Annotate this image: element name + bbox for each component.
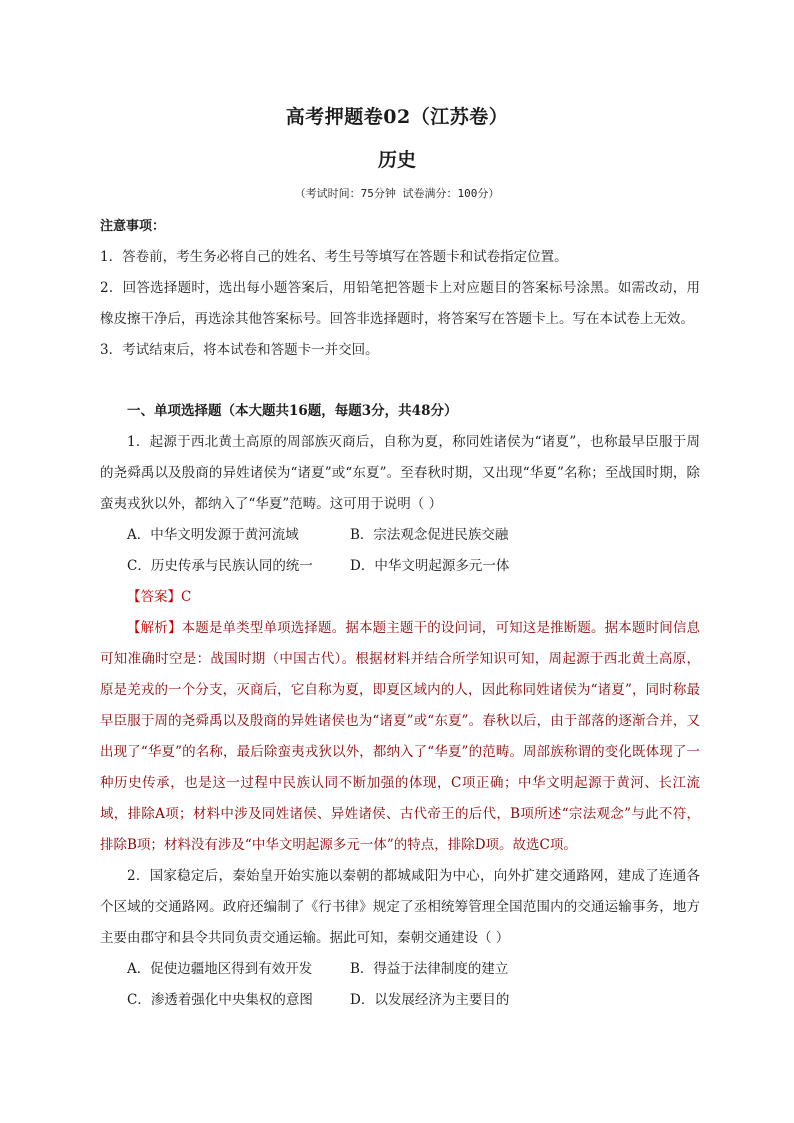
page-title: 高考押题卷02（江苏卷） xyxy=(285,106,509,128)
question-1-stem: 1．起源于西北黄土高原的周部族灭商后，自称为夏，称同姓诸侯为“诸夏”，也称最早臣服于周的尧舜禹以及殷商的异姓诸侯为“诸夏”或“东夏”。至春秋时期，又出现“华夏”名称；至战国时期，除蛮夷戎狄以外，都纳入了“华夏”范畴。这可用于说明（ ） xyxy=(100,434,700,512)
section-1 xyxy=(100,396,700,1016)
question-2-option-b: B．得益于法律制度的建立 xyxy=(350,961,509,977)
analysis-text: 本题是单类型单项选择题。据本题主题干的设问词，可知这是推断题。据本题时间信息可知准确时空是：战国时期（中国古代）。根据材料并结合所学知识可知，周起源于西北黄土高原，原是羌戎的一个分支，灭商后，它自称为夏，即夏区域内的人，因此称同姓诸侯为“诸夏”，同时称最早臣服于周的尧舜禹以及殷商的异姓诸侯也为“诸夏”或“东夏”。春秋以后，由于部落的逐渐合并，又出现了“华夏”的名称，最后除蛮夷戎狄以外，都纳入了“华夏”的范畴。周部族称谓的变化既体现了一种历史传承，也是这一过程中民族认同不断加强的体现，C项正确；中华文明起源于黄河、长江流域，排除A项；材料中涉及同姓诸侯、异姓诸侯、古代帝王的后代，B项所述“宗法观念”与此不符，排除B项；材料没有涉及“中华文明起源多元一体”的特点，排除D项。故选C项。 xyxy=(100,620,701,853)
section-heading: 一、单项选择题（本大题共16题，每题3分，共48分） xyxy=(127,403,458,419)
question-1-option-a: A．中华文明发源于黄河流域 xyxy=(127,527,299,543)
notice-item-2: 2．回答选择题时，选出每小题答案后，用铅笔把答题卡上对应题目的答案标号涂黑。如需改动，用橡皮擦干净后，再选涂其他答案标号。回答非选择题时，将答案写在答题卡上。写在本试卷上无效。 xyxy=(100,280,700,327)
subject-title: 历史 xyxy=(377,149,416,171)
question-1-answer xyxy=(100,582,700,613)
question-1-options-row-2 xyxy=(100,551,700,582)
question-2-stem: 2．国家稳定后，秦始皇开始实施以秦朝的都城咸阳为中心，向外扩建交通路网，建成了连通各个区域的交通路网。政府还编制了《行书律》规定了丞相统筹管理全国范围内的交通运输事务，地方主要由郡守和县令共同负责交通运输。据此可知，秦朝交通建设（ ） xyxy=(100,868,700,946)
question-1-option-c: C．历史传承与民族认同的统一 xyxy=(127,558,313,574)
notice-list xyxy=(100,242,700,366)
question-1-analysis xyxy=(100,613,700,861)
question-1-options-row-1 xyxy=(100,520,700,551)
answer-value: C xyxy=(181,589,192,605)
question-1-option-b: B．宗法观念促进民族交融 xyxy=(350,527,509,543)
question-1-option-d: D．中华文明起源多元一体 xyxy=(350,558,510,574)
notice-item-1: 1．答卷前，考生务必将自己的姓名、考生号等填写在答题卡和试卷指定位置。 xyxy=(100,249,568,265)
question-2-option-d: D．以发展经济为主要目的 xyxy=(350,992,510,1008)
notice-item-3: 3．考试结束后，将本试卷和答题卡一并交回。 xyxy=(100,342,379,358)
question-2-options-row-1 xyxy=(100,954,700,985)
question-2-option-a: A．促使边疆地区得到有效开发 xyxy=(127,961,313,977)
question-2-option-c: C．渗透着强化中央集权的意图 xyxy=(127,992,313,1008)
answer-label: 【答案】 xyxy=(127,589,181,605)
question-2-options-row-2 xyxy=(100,985,700,1016)
exam-info: （考试时间：75分钟 试卷满分：100分） xyxy=(294,187,500,200)
analysis-label: 【解析】 xyxy=(127,620,182,636)
notice-heading: 注意事项： xyxy=(100,219,166,234)
